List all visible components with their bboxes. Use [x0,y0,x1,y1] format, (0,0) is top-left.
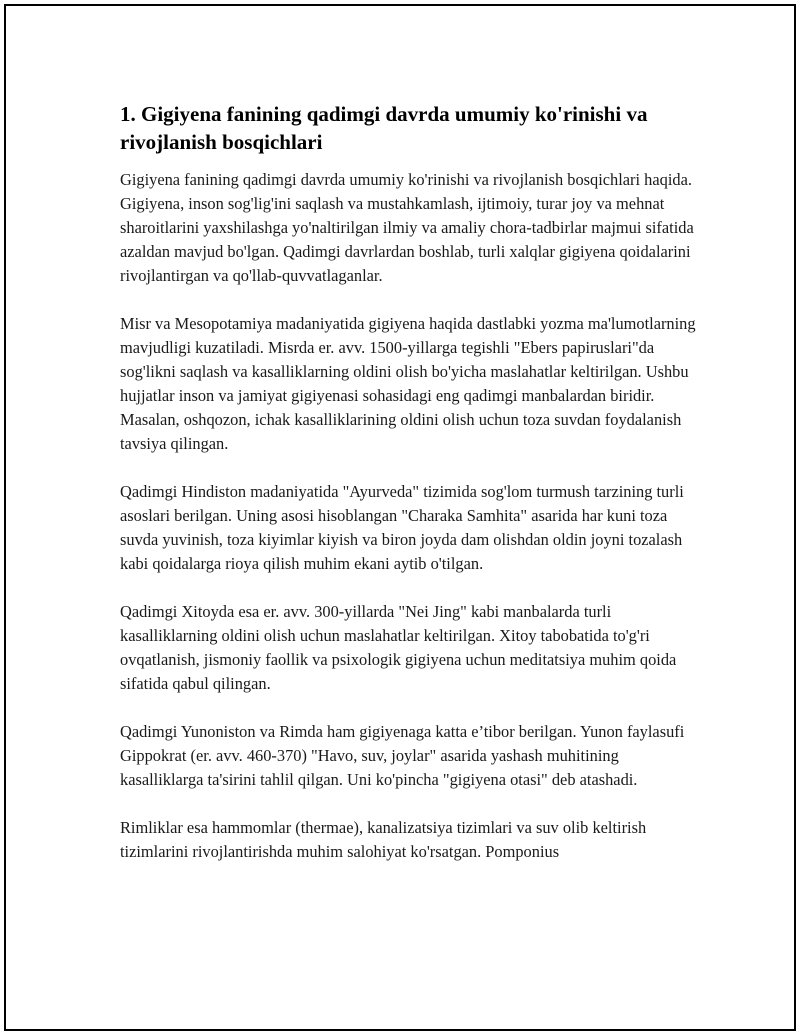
paragraph-romans: Rimliklar esa hammomlar (thermae), kanalizatsiya tizimlari va suv olib keltirish tizimlarini rivojlantirishda muhim salohiyat ko'rsatgan. Pomponius [120,818,647,861]
section-heading: 1. Gigiyena fanining qadimgi davrda umumiy ko'rinishi va rivojlanish bosqichlari [120,102,648,154]
paragraph-intro: Gigiyena fanining qadimgi davrda umumiy ko'rinishi va rivojlanish bosqichlari haqida. Gigiyena, inson sog'lig'ini saqlash va mustahkamlash, ijtimoiy, turar joy va mehnat sharoitlarini yaxshilashga yo'naltirilgan ilmiy va amaliy chora-tadbirlar majmui sifatida azaldan mavjud bo'lgan. Qadimgi davrlardan boshlab, turli xalqlar gigiyena qoidalarini rivojlantirgan va qo'llab-quvvatlaganlar. [120,170,694,285]
paragraph-greece-rome: Qadimgi Yunoniston va Rimda ham gigiyenaga katta e’tibor berilgan. Yunon faylasufi Gippokrat (er. avv. 460-370) "Havo, suv, joylar" asarida yashash muhitining kasalliklarga ta'sirini tahlil qilgan. Uni ko'pincha "gigiyena otasi" deb atashadi. [120,722,685,789]
document-body [120,100,700,888]
document-page [4,4,796,1031]
paragraph-china: Qadimgi Xitoyda esa er. avv. 300-yillarda "Nei Jing" kabi manbalarda turli kasalliklarning oldini olish uchun maslahatlar keltirilgan. Xitoy tabobatida to'g'ri ovqatlanish, jismoniy faollik va psixologik gigiyena uchun meditatsiya muhim qoida sifatida qabul qilingan. [120,602,677,693]
paragraph-egypt-mesopotamia: Misr va Mesopotamiya madaniyatida gigiyena haqida dastlabki yozma ma'lumotlarning mavjudligi kuzatiladi. Misrda er. avv. 1500-yillarga tegishli "Ebers papiruslari"da sog'likni saqlash va kasalliklarning oldini olish bo'yicha maslahatlar keltirilgan. Ushbu hujjatlar inson va jamiyat gigiyenasi sohasidagi eng qadimgi manbalardan biridir. Masalan, oshqozon, ichak kasalliklarining oldini olish uchun toza suvdan foydalanish tavsiya qilingan. [120,314,696,453]
paragraph-india: Qadimgi Hindiston madaniyatida "Ayurveda" tizimida sog'lom turmush tarzining turli asoslari berilgan. Uning asosi hisoblangan "Charaka Samhita" asarida har kuni toza suvda yuvinish, toza kiyimlar kiyish va biron joyda dam olishdan oldin joyni tozalash kabi qoidalarga rioya qilish muhim ekani aytib o'tilgan. [120,482,684,573]
